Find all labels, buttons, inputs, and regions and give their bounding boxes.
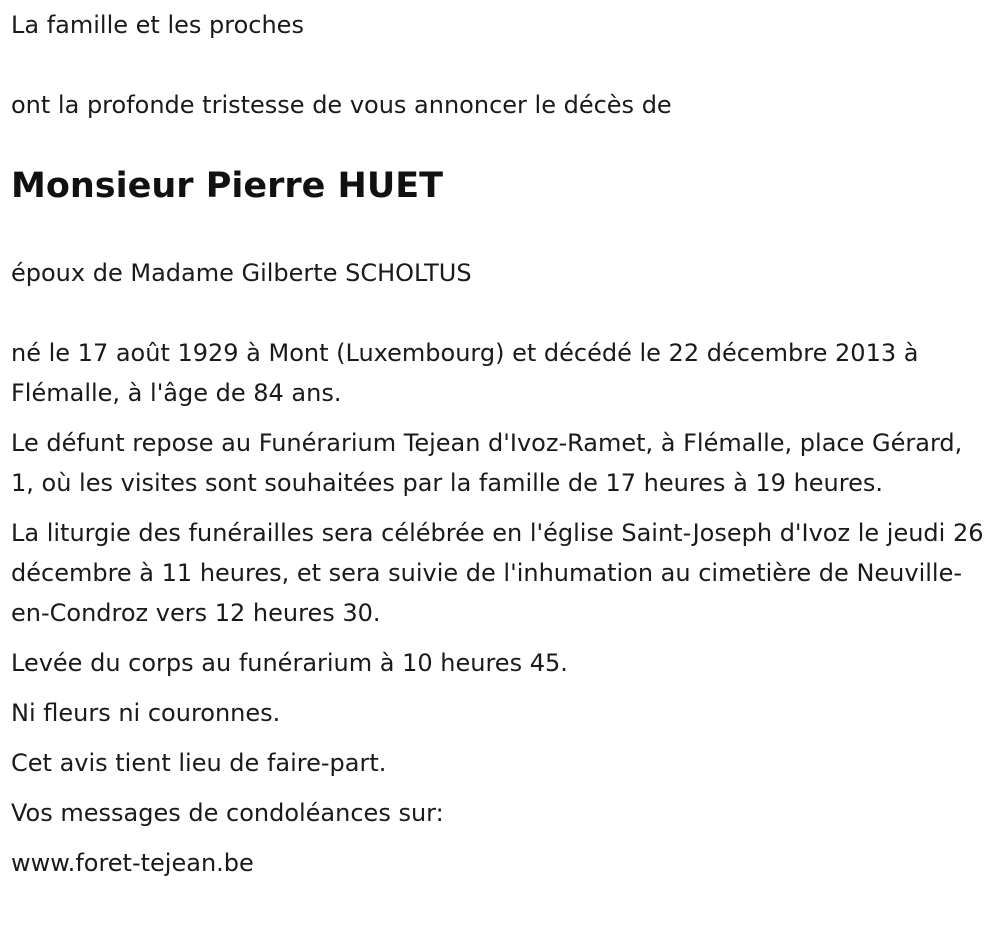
- spouse-line: époux de Madame Gilberte SCHOLTUS: [11, 259, 472, 287]
- liturgy-paragraph: La liturgie des funérailles sera célébrée en l'église Saint-Joseph d'Ivoz le jeudi 26 décembre à 11 heures, et sera suivie de l'inhumation au cimetière de Neuville-en-Condroz vers 12 heures 30.: [11, 519, 984, 627]
- condolences-label: Vos messages de condoléances sur:: [11, 799, 444, 827]
- birth-death-paragraph: né le 17 août 1929 à Mont (Luxembourg) et décédé le 22 décembre 2013 à Flémalle, à l'âge de 84 ans.: [11, 339, 919, 407]
- levee-paragraph: Levée du corps au funérarium à 10 heures 45.: [11, 649, 568, 677]
- repose-paragraph: Le défunt repose au Funérarium Tejean d'Ivoz-Ramet, à Flémalle, place Gérard, 1, où les visites sont souhaitées par la famille de 17 heures à 19 heures.: [11, 429, 963, 497]
- intro-family: La famille et les proches: [11, 11, 304, 39]
- flowers-paragraph: Ni fleurs ni couronnes.: [11, 699, 281, 727]
- condolences-website-link[interactable]: www.foret-tejean.be: [11, 849, 254, 877]
- notice-details: [11, 333, 986, 893]
- deceased-name: Monsieur Pierre HUET: [11, 166, 444, 206]
- intro-announcement: ont la profonde tristesse de vous annoncer le décès de: [11, 91, 672, 119]
- faire-part-paragraph: Cet avis tient lieu de faire-part.: [11, 749, 387, 777]
